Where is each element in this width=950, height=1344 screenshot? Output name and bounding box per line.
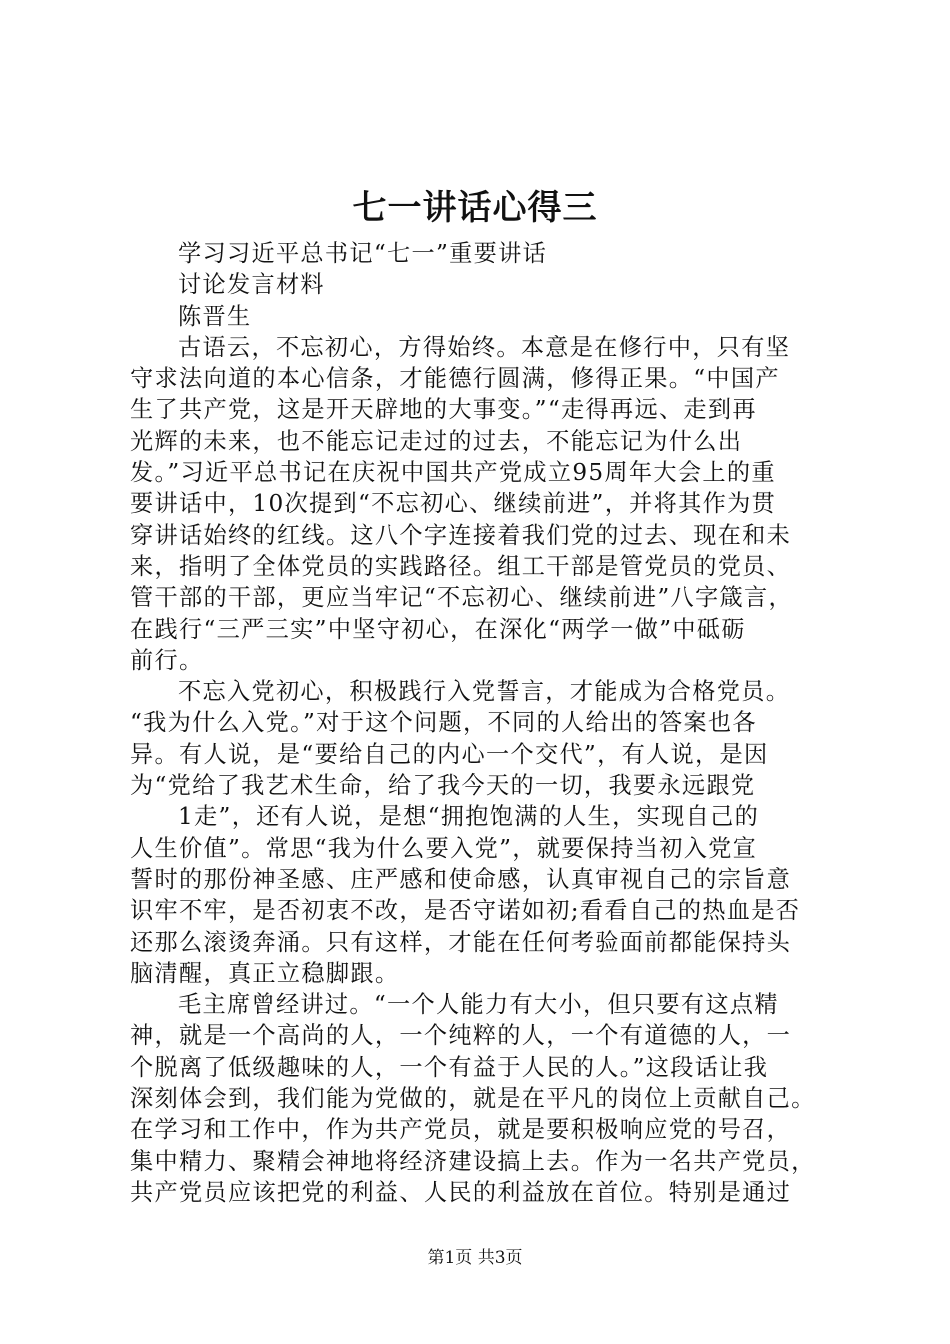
paragraph-line: 集中精力、聚精会神地将经济建设搞上去。作为一名共产党员， bbox=[130, 1147, 816, 1175]
paragraph-line: 来，指明了全体党员的实践路径。组工干部是管党员的党员、 bbox=[130, 552, 792, 580]
document-title: 七一讲话心得三 bbox=[352, 188, 598, 228]
paragraph-line: 还那么滚烫奔涌。只有这样，才能在任何考验面前都能保持头 bbox=[130, 928, 792, 956]
paragraph-line: 在学习和工作中，作为共产党员，就是要积极响应党的号召， bbox=[130, 1116, 792, 1144]
page-footer: 第1页 共3页 bbox=[427, 1248, 523, 1268]
paragraph-line: 毛主席曾经讲过。“一个人能力有大小，但只要有这点精 bbox=[178, 991, 779, 1019]
paragraph-line: “我为什么入党。”对于这个问题，不同的人给出的答案也各 bbox=[130, 709, 757, 737]
paragraph-line: 共产党员应该把党的利益、人民的利益放在首位。特别是通过 bbox=[130, 1178, 792, 1206]
paragraph-line: 在践行“三严三实”中坚守初心，在深化“两学一做”中砥砺 bbox=[130, 615, 746, 643]
paragraph-line: 不忘入党初心，积极践行入党誓言，才能成为合格党员。 bbox=[178, 678, 791, 706]
paragraph-line: 个脱离了低级趣味的人，一个有益于人民的人。”这段话让我 bbox=[130, 1053, 769, 1081]
paragraph-line: 脑清醒，真正立稳脚跟。 bbox=[130, 959, 400, 987]
paragraph-line: 异。有人说，是“要给自己的内心一个交代”，有人说，是因 bbox=[130, 740, 769, 768]
paragraph-line: 古语云，不忘初心，方得始终。本意是在修行中，只有坚 bbox=[178, 333, 791, 361]
paragraph-line: 人生价值”。常思“我为什么要入党”，就要保持当初入党宣 bbox=[130, 834, 758, 862]
author-line: 陈晋生 bbox=[178, 302, 252, 330]
subtitle-line: 学习习近平总书记“七一”重要讲话 bbox=[178, 240, 548, 267]
paragraph-line: 识牢不牢，是否初衷不改，是否守诺如初;看看自己的热血是否 bbox=[130, 897, 801, 925]
paragraph-line: 管干部的干部，更应当牢记“不忘初心、继续前进”八字箴言， bbox=[130, 584, 793, 612]
paragraph-line: 神，就是一个高尚的人，一个纯粹的人，一个有道德的人，一 bbox=[130, 1022, 792, 1050]
paragraph-line: 守求法向道的本心信条，才能德行圆满，修得正果。“中国产 bbox=[130, 365, 780, 393]
paragraph-line: 生了共产党，这是开天辟地的大事变。”“走得再远、走到再 bbox=[130, 396, 757, 424]
paragraph-line: 光辉的未来，也不能忘记走过的过去，不能忘记为什么出 bbox=[130, 427, 743, 455]
paragraph-line: 1走”，还有人说，是想“拥抱饱满的人生，实现自己的 bbox=[178, 803, 760, 831]
paragraph-line: 誓时的那份神圣感、庄严感和使命感，认真审视自己的宗旨意 bbox=[130, 865, 792, 893]
paragraph-line: 要讲话中，10次提到“不忘初心、继续前进”，并将其作为贯 bbox=[130, 490, 777, 518]
paragraph-line: 穿讲话始终的红线。这八个字连接着我们党的过去、现在和未 bbox=[130, 521, 792, 549]
paragraph-line: 为“党给了我艺术生命，给了我今天的一切，我要永远跟党 bbox=[130, 772, 756, 800]
paragraph-line: 发。”习近平总书记在庆祝中国共产党成立95周年大会上的重 bbox=[130, 459, 776, 487]
subtitle-line: 讨论发言材料 bbox=[178, 271, 325, 299]
document-body bbox=[130, 238, 832, 1208]
paragraph-line: 深刻体会到，我们能为党做的，就是在平凡的岗位上贡献自己。 bbox=[130, 1085, 816, 1113]
paragraph-line: 前行。 bbox=[130, 646, 204, 674]
